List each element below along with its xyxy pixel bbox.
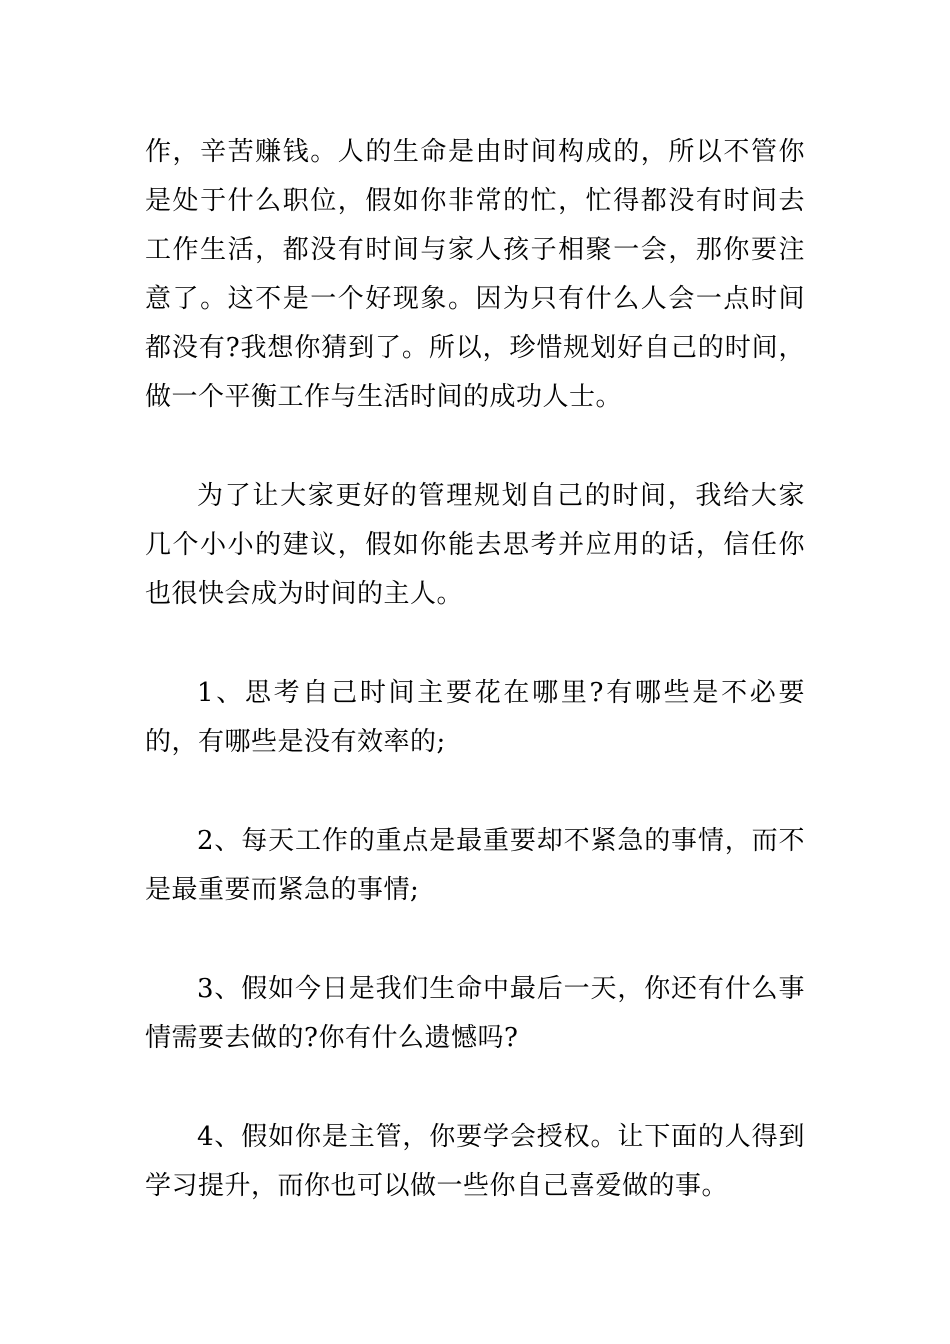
paragraph-suggestion-3: 3、假如今日是我们生命中最后一天，你还有什么事情需要去做的?你有什么遗憾吗? [145,974,805,1053]
paragraph-suggestion-1: 1、思考自己时间主要花在哪里?有哪些是不必要的，有哪些是没有效率的; [145,678,805,757]
paragraph-continuation: 作，辛苦赚钱。人的生命是由时间构成的，所以不管你是处于什么职位，假如你非常的忙，忙得都没有时间去工作生活，都没有时间与家人孩子相聚一会，那你要注意了。这不是一个好现象。因为只有什么人会一点时间都没有?我想你猜到了。所以，珍惜规划好自己的时间，做一个平衡工作与生活时间的成功人士。 [145,137,805,412]
document-body [145,128,805,1211]
paragraph-suggestions-intro: 为了让大家更好的管理规划自己的时间，我给大家几个小小的建议，假如你能去思考并应用的话，信任你也很快会成为时间的主人。 [145,481,805,609]
paragraph-suggestion-4: 4、假如你是主管，你要学会授权。让下面的人得到学习提升，而你也可以做一些你自己喜爱做的事。 [145,1122,805,1201]
paragraph-suggestion-2: 2、每天工作的重点是最重要却不紧急的事情，而不是最重要而紧急的事情; [145,826,805,905]
